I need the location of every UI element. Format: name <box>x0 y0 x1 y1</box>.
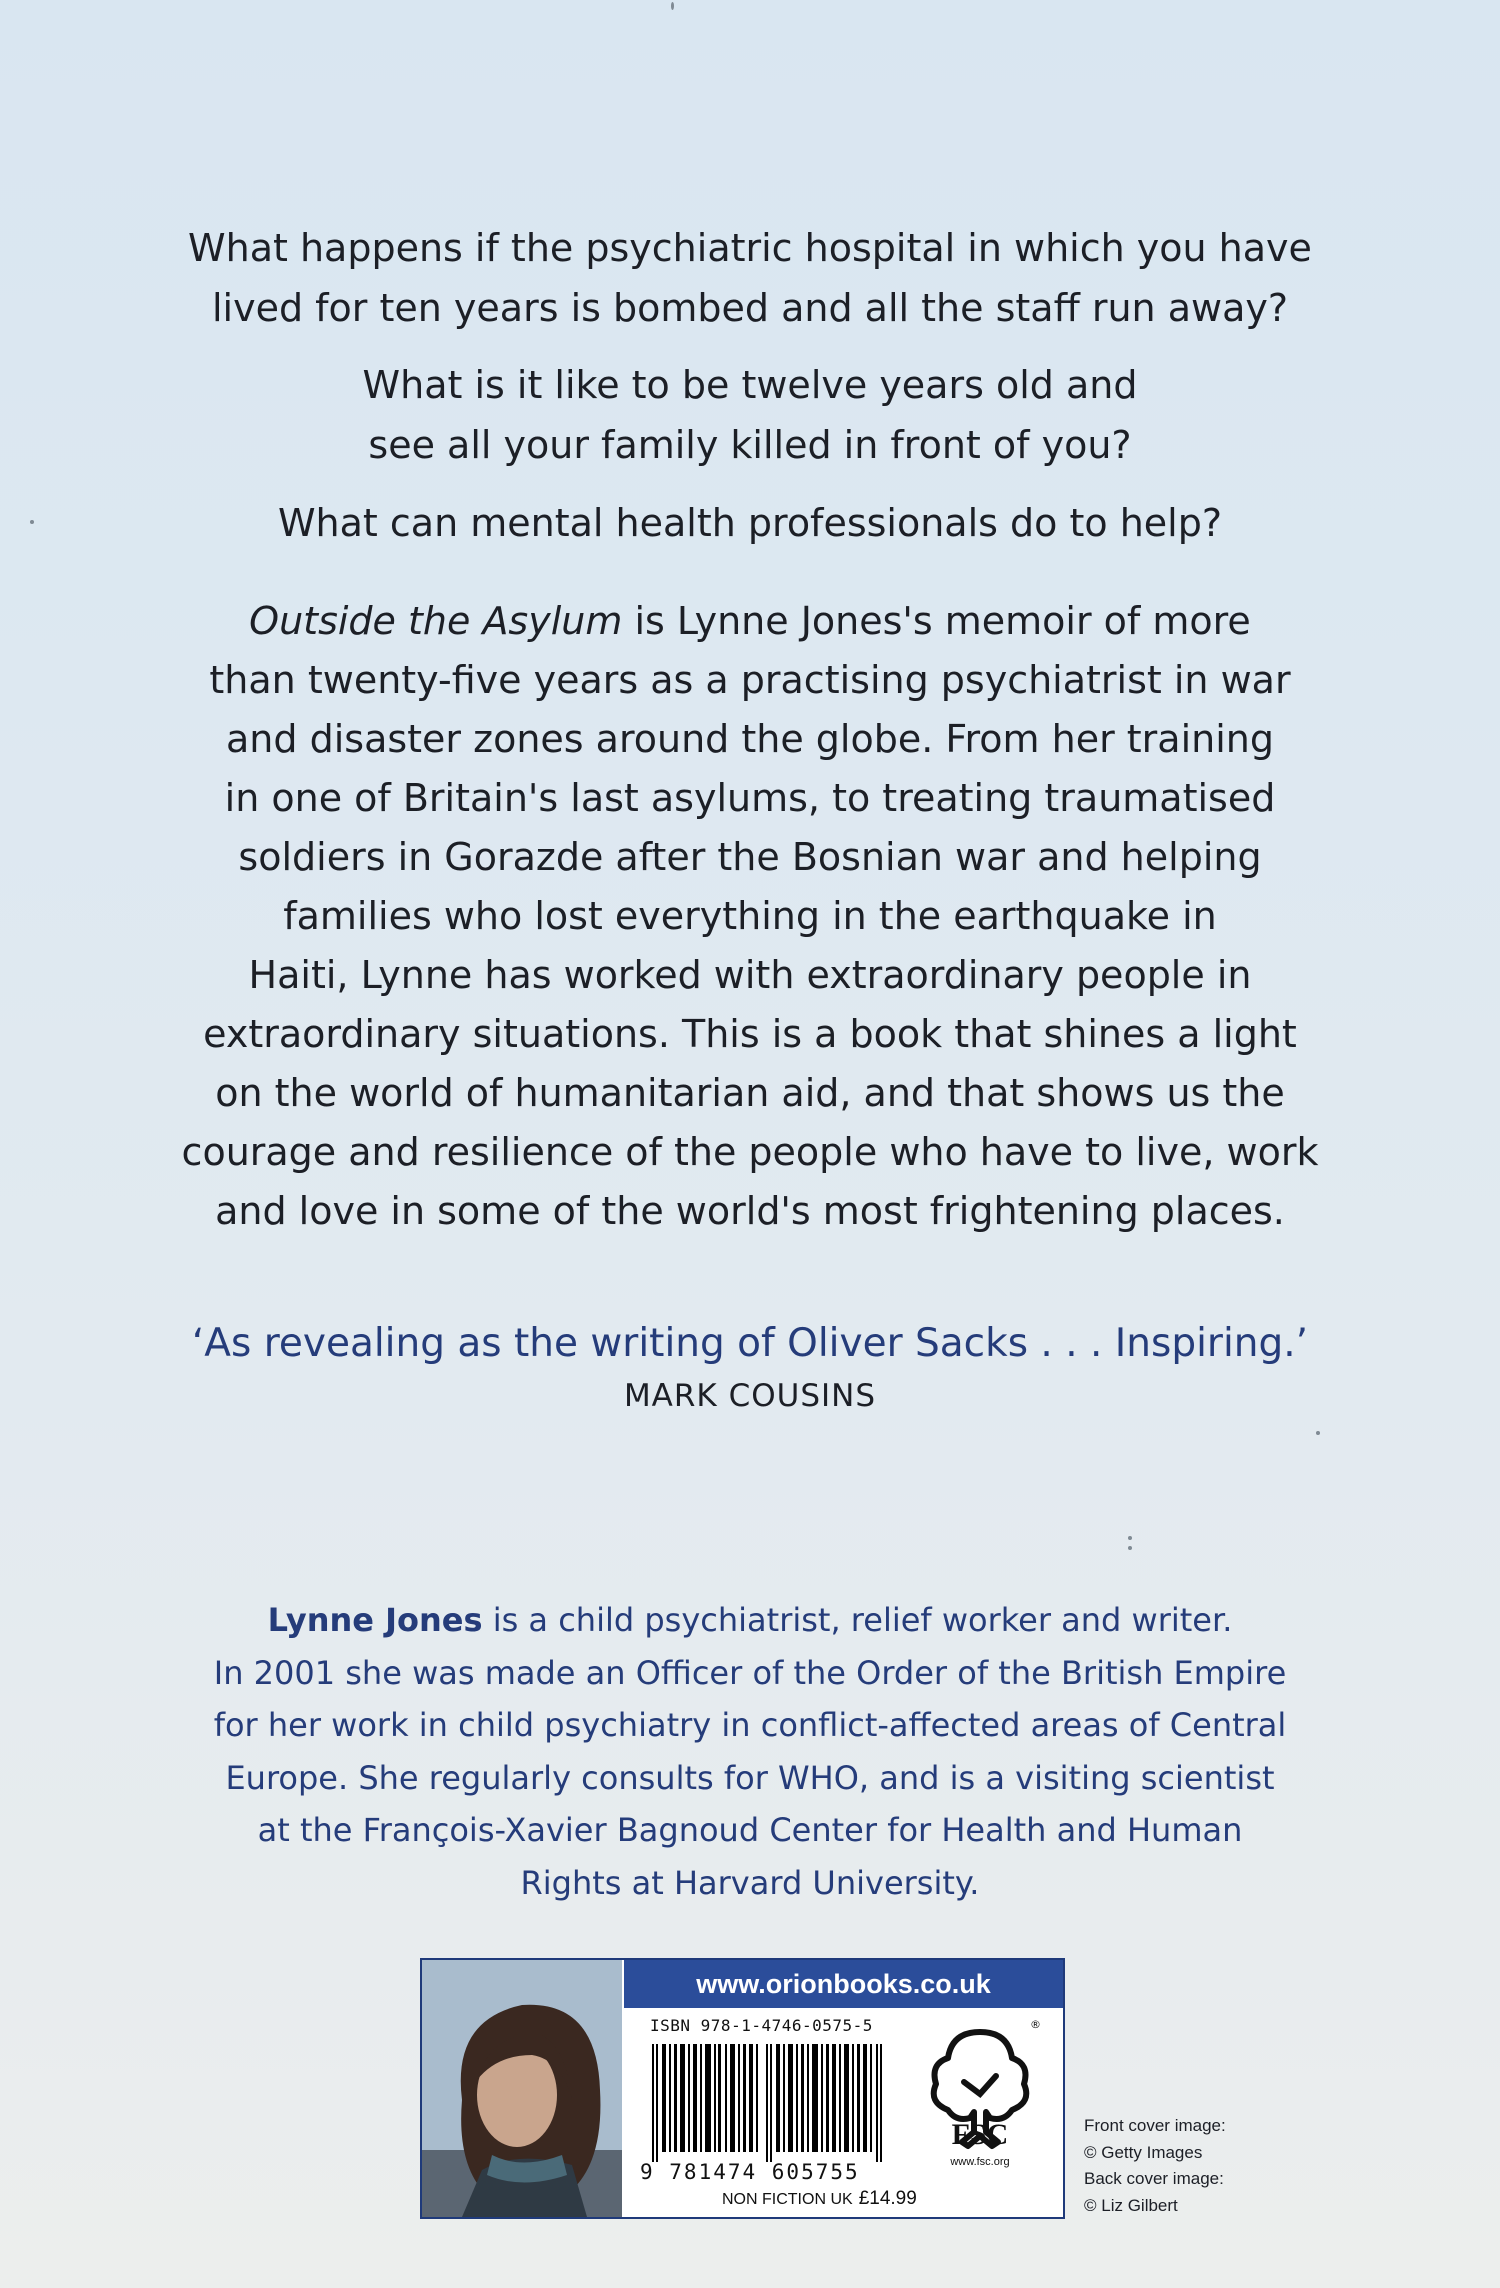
question-line: What happens if the psychiatric hospital in which you have <box>188 226 1312 270</box>
author-portrait-icon <box>422 1960 622 2217</box>
bio-line <box>130 1594 1370 1647</box>
bio-text: is a child psychiatrist, relief worker and writer. <box>482 1601 1233 1639</box>
isbn-number: ISBN 978-1-4746-0575-5 <box>650 2016 873 2035</box>
dust-speck <box>1128 1546 1132 1550</box>
bio-line: Europe. She regularly consults for WHO, and is a visiting scientist <box>225 1758 1275 1797</box>
category-label: NON FICTION <box>722 2191 826 2208</box>
summary-line: and love in some of the world's most frightening places. <box>215 1189 1285 1233</box>
summary-text: is Lynne Jones's memoir of more <box>622 599 1251 643</box>
review-quote: ‘As revealing as the writing of Oliver Sacks . . . Inspiring.’ <box>191 1321 1309 1366</box>
summary-line: than twenty-five years as a practising psychiatrist in war <box>209 658 1291 702</box>
barcode-icon <box>652 2044 892 2162</box>
dust-speck <box>1128 1536 1132 1540</box>
summary-line: courage and resilience of the people who have to live, work <box>181 1130 1319 1174</box>
summary-line: families who lost everything in the earthquake in <box>283 894 1217 938</box>
price-region: UK <box>830 2191 853 2208</box>
price-line <box>722 2188 917 2210</box>
credit-line: © Getty Images <box>1084 2142 1203 2162</box>
image-credits <box>1084 2113 1226 2219</box>
bio-line: for her work in child psychiatry in conflict-affected areas of Central <box>213 1706 1287 1744</box>
summary-line: in one of Britain's last asylums, to treating traumatised <box>224 776 1276 820</box>
barcode-panel <box>420 1958 1065 2219</box>
dust-speck <box>1316 1431 1320 1435</box>
summary-line: extraordinary situations. This is a book that shines a light <box>203 1012 1297 1056</box>
credit-line: © Liz Gilbert <box>1084 2195 1178 2215</box>
price-value: £14.99 <box>858 2188 917 2209</box>
author-name: Lynne Jones <box>267 1601 483 1639</box>
dust-speck <box>671 2 674 10</box>
question-line: What can mental health professionals do to help? <box>277 501 1223 545</box>
summary-line: on the world of humanitarian aid, and that shows us the <box>215 1071 1285 1115</box>
fsc-registered-mark: ® <box>1030 2018 1041 2031</box>
summary-line <box>120 592 1380 651</box>
book-title: Outside the Asylum <box>249 599 623 643</box>
question-line: lived for ten years is bombed and all the staff run away? <box>211 286 1289 330</box>
summary-line: and disaster zones around the globe. From her training <box>226 717 1274 761</box>
question-line: What is it like to be twelve years old and <box>362 363 1138 407</box>
question-line: see all your family killed in front of you? <box>368 423 1132 467</box>
fsc-label: FSC <box>951 2118 1009 2151</box>
author-photo <box>422 1960 622 2217</box>
bio-line: In 2001 she was made an Officer of the Order of the British Empire <box>213 1653 1287 1692</box>
summary-line: soldiers in Gorazde after the Bosnian war and helping <box>238 835 1262 879</box>
credit-line: Front cover image: <box>1084 2116 1226 2135</box>
bio-line: Rights at Harvard University. <box>520 1863 980 1902</box>
question-family <box>120 355 1380 475</box>
credit-line: Back cover image: <box>1084 2169 1224 2188</box>
question-help <box>120 493 1380 553</box>
fsc-url: www.fsc.org <box>950 2156 1010 2168</box>
publisher-url: www.orionbooks.co.uk <box>624 1960 1063 2008</box>
author-bio <box>130 1594 1370 1909</box>
question-hospital <box>120 218 1380 338</box>
bio-line: at the François-Xavier Bagnoud Center for Health and Human <box>257 1811 1243 1849</box>
quote-attribution: MARK COUSINS <box>623 1378 877 1414</box>
barcode-digits: 9 781474 605755 <box>640 2160 860 2184</box>
dust-speck <box>30 520 34 524</box>
book-summary <box>120 592 1380 1241</box>
summary-line: Haiti, Lynne has worked with extraordinary people in <box>248 953 1252 997</box>
